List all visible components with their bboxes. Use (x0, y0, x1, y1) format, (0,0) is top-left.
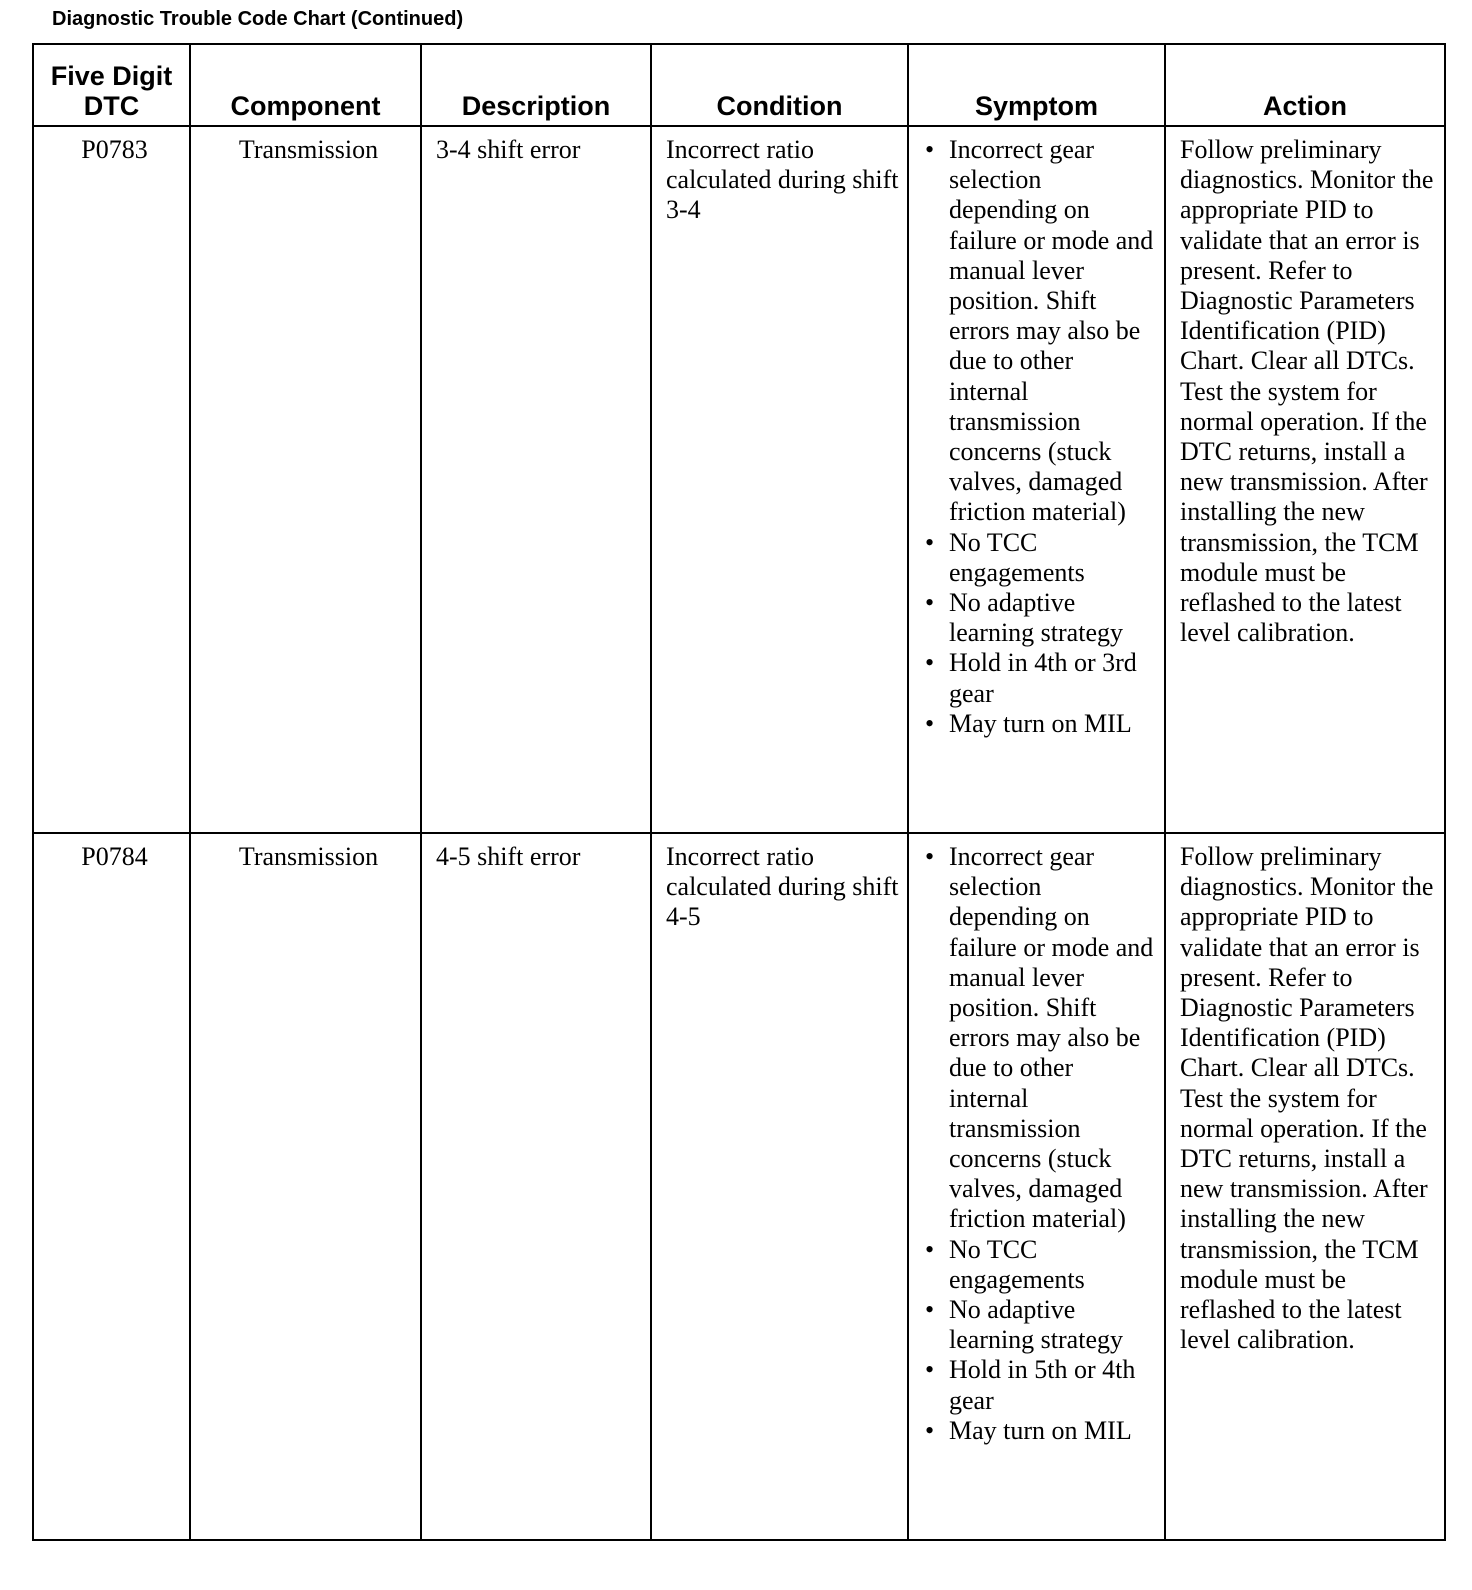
dtc-code-cell: P0783 (33, 126, 190, 833)
action-cell: Follow preliminary diagnostics. Monitor the appropriate PID to validate that an error is present. Refer to Diagnostic Parameters Identification (PID) Chart. Clear all DTCs. Test the system for normal operation. If the DTC returns, install a new transmission. After installing the new transmission, the TCM module must be reflashed to the latest level calibration. (1165, 126, 1445, 833)
action-cell: Follow preliminary diagnostics. Monitor the appropriate PID to validate that an error is present. Refer to Diagnostic Parameters Identification (PID) Chart. Clear all DTCs. Test the system for normal operation. If the DTC returns, install a new transmission. After installing the new transmission, the TCM module must be reflashed to the latest level calibration. (1165, 833, 1445, 1540)
condition-cell: Incorrect ratio calculated during shift 4-5 (651, 833, 908, 1540)
symptom-item: • Incorrect gear selection depending on failure or mode and manual lever position. Shift errors may also be due to other internal transmission concerns (stuck valves, damaged friction material) (949, 135, 1156, 528)
symptom-item: • No adaptive learning strategy (949, 1295, 1156, 1355)
symptom-item: • Hold in 4th or 3rd gear (949, 648, 1156, 708)
header-component: Component (190, 44, 421, 126)
header-five-digit-dtc: Five Digit DTC (33, 44, 190, 126)
header-description: Description (421, 44, 651, 126)
symptom-item: • Hold in 5th or 4th gear (949, 1355, 1156, 1415)
description-cell: 3-4 shift error (421, 126, 651, 833)
header-condition: Condition (651, 44, 908, 126)
header-symptom: Symptom (908, 44, 1165, 126)
symptom-item: • No TCC engagements (949, 1235, 1156, 1295)
symptom-item: • Incorrect gear selection depending on failure or mode and manual lever position. Shift errors may also be due to other internal transmission concerns (stuck valves, damaged friction material) (949, 842, 1156, 1235)
condition-cell: Incorrect ratio calculated during shift 3-4 (651, 126, 908, 833)
symptom-cell (908, 126, 1165, 833)
dtc-table (32, 43, 1446, 1541)
symptom-item: • May turn on MIL (949, 709, 1156, 739)
symptom-list (923, 135, 1156, 739)
description-cell: 4-5 shift error (421, 833, 651, 1540)
component-cell: Transmission (190, 126, 421, 833)
symptom-cell (908, 833, 1165, 1540)
table-row (33, 833, 1445, 1540)
page-title: Diagnostic Trouble Code Chart (Continued) (52, 8, 464, 30)
symptom-item: • No adaptive learning strategy (949, 588, 1156, 648)
symptom-list (923, 842, 1156, 1446)
symptom-item: • May turn on MIL (949, 1416, 1156, 1446)
header-action: Action (1165, 44, 1445, 126)
component-cell: Transmission (190, 833, 421, 1540)
table-row (33, 126, 1445, 833)
dtc-code-cell: P0784 (33, 833, 190, 1540)
header-row (33, 44, 1445, 126)
symptom-item: • No TCC engagements (949, 528, 1156, 588)
